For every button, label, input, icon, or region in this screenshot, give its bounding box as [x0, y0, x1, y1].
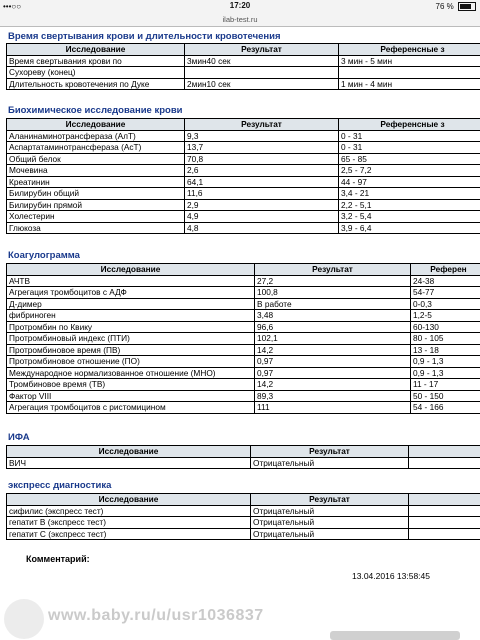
test-result: 3мин40 сек — [185, 55, 339, 67]
table-row — [7, 356, 480, 368]
test-result: 4,9 — [185, 211, 339, 223]
section-title-biochemistry: Биохимическое исследование крови — [8, 105, 183, 116]
table-row — [7, 505, 480, 517]
address-bar[interactable]: ilab-test.ru — [0, 14, 480, 27]
table-row — [7, 333, 480, 345]
table-row — [7, 517, 480, 529]
test-name: гепатит C (экспресс тест) — [7, 528, 251, 540]
test-name: Билирубин прямой — [7, 199, 185, 211]
section-title-express: экспресс диагностика — [8, 480, 112, 491]
test-name: Длительность кровотечения по Дуке — [7, 78, 185, 90]
reference-range: 1 мин - 4 мин — [339, 78, 480, 90]
test-name: Фактор VIII — [7, 390, 255, 402]
test-name: Протромбиновое время (ПВ) — [7, 344, 255, 356]
table-row — [7, 379, 480, 391]
test-name: Д-димер — [7, 298, 255, 310]
table-row — [7, 222, 480, 234]
test-name: Международное нормализованное отношение (МНО) — [7, 367, 255, 379]
test-name: Тромбиновое время (ТВ) — [7, 379, 255, 391]
test-name: Протромбиновое отношение (ПО) — [7, 356, 255, 368]
test-name: Протромбиновый индекс (ПТИ) — [7, 333, 255, 345]
test-name: Общий белок — [7, 153, 185, 165]
reference-range: 0 - 31 — [339, 142, 480, 154]
table-row — [7, 344, 480, 356]
reference-range: 0-0,3 — [411, 298, 480, 310]
table-row — [7, 55, 480, 67]
reference-range: 0,9 - 1,3 — [411, 356, 480, 368]
reference-range: 3 мин - 5 мин — [339, 55, 480, 67]
test-name: сифилис (экспресс тест) — [7, 505, 251, 517]
table-row — [7, 130, 480, 142]
reference-range: 65 - 85 — [339, 153, 480, 165]
report-page — [0, 27, 480, 640]
test-name: Протромбин по Квику — [7, 321, 255, 333]
table-row — [7, 153, 480, 165]
reference-range — [409, 505, 480, 517]
test-name: АЧТВ — [7, 275, 255, 287]
test-result: 3,48 — [255, 310, 411, 322]
test-name: Время свертывания крови по — [7, 55, 185, 67]
test-result: В работе — [255, 298, 411, 310]
test-result: 13,7 — [185, 142, 339, 154]
report-datetime: 13.04.2016 13:58:45 — [352, 571, 430, 581]
column-header: Исследование — [7, 264, 255, 276]
battery-percent: 76 % — [435, 2, 454, 11]
table-row — [7, 321, 480, 333]
table-row — [7, 211, 480, 223]
reference-range: 2,5 - 7,2 — [339, 165, 480, 177]
table-coagulation-time — [6, 43, 480, 90]
reference-range: 80 - 105 — [411, 333, 480, 345]
battery-icon — [458, 2, 476, 11]
test-name: ВИЧ — [7, 457, 251, 469]
table-row — [7, 402, 480, 414]
test-result: 11,6 — [185, 188, 339, 200]
section-title-ifa: ИФА — [8, 432, 30, 443]
reference-range: 50 - 150 — [411, 390, 480, 402]
test-result: 9,3 — [185, 130, 339, 142]
table-row — [7, 287, 480, 299]
table-row — [7, 199, 480, 211]
test-name: гепатит B (экспресс тест) — [7, 517, 251, 529]
test-name: Холестерин — [7, 211, 185, 223]
test-result: 89,3 — [255, 390, 411, 402]
test-result: 70,8 — [185, 153, 339, 165]
table-coagulogram — [6, 263, 480, 414]
reference-range — [409, 457, 480, 469]
reference-range: 11 - 17 — [411, 379, 480, 391]
test-name: Сухореву (конец) — [7, 67, 185, 79]
reference-range: 60-130 — [411, 321, 480, 333]
column-header: Результат — [255, 264, 411, 276]
column-header: Исследование — [7, 44, 185, 56]
comment-label: Комментарий: — [26, 554, 90, 564]
test-name: Креатинин — [7, 176, 185, 188]
test-result: 102,1 — [255, 333, 411, 345]
column-header: Исследование — [7, 494, 251, 506]
reference-range: 54-77 — [411, 287, 480, 299]
table-row — [7, 310, 480, 322]
section-title-coagulogram: Коагулограмма — [8, 250, 80, 261]
test-result: 2мин10 сек — [185, 78, 339, 90]
reference-range: 24-38 — [411, 275, 480, 287]
column-header: Результат — [185, 119, 339, 131]
table-ifa — [6, 445, 480, 469]
reference-range: 0 - 31 — [339, 130, 480, 142]
column-header: Исследование — [7, 119, 185, 131]
toolbar-strip — [330, 631, 460, 640]
table-row — [7, 367, 480, 379]
battery-fill — [460, 4, 471, 9]
test-result: Отрицательный — [251, 457, 409, 469]
test-result: 111 — [255, 402, 411, 414]
test-result: Отрицательный — [251, 505, 409, 517]
table-row — [7, 188, 480, 200]
reference-range: 44 - 97 — [339, 176, 480, 188]
test-result: 0,97 — [255, 356, 411, 368]
reference-range: 3,4 - 21 — [339, 188, 480, 200]
watermark-text: www.baby.ru/u/usr1036837 — [48, 607, 264, 624]
test-name: Билирубин общий — [7, 188, 185, 200]
test-name: Аспартатаминотрансфераза (АсТ) — [7, 142, 185, 154]
reference-range — [339, 67, 480, 79]
table-row — [7, 298, 480, 310]
section-title-coagulation-time: Время свертывания крови и длительности кровотечения — [8, 31, 281, 42]
test-name: Агрегация тромбоцитов с ристомицином — [7, 402, 255, 414]
table-row — [7, 67, 480, 79]
column-header: Исследование — [7, 446, 251, 458]
table-row — [7, 78, 480, 90]
reference-range: 54 - 166 — [411, 402, 480, 414]
reference-range: 3,2 - 5,4 — [339, 211, 480, 223]
signal-indicator: •••○○ — [3, 2, 22, 11]
test-result: 2,6 — [185, 165, 339, 177]
table-row — [7, 275, 480, 287]
test-result: 100,8 — [255, 287, 411, 299]
column-header: Референсные з — [339, 119, 480, 131]
table-row — [7, 390, 480, 402]
column-header: Результат — [251, 446, 409, 458]
reference-range: 1,2-5 — [411, 310, 480, 322]
table-row — [7, 457, 480, 469]
test-result: Отрицательный — [251, 517, 409, 529]
clock: 17:20 — [229, 1, 251, 10]
test-name: фибриноген — [7, 310, 255, 322]
column-header: Референсные з — [339, 44, 480, 56]
test-result — [185, 67, 339, 79]
table-express — [6, 493, 480, 540]
column-header: Результат — [185, 44, 339, 56]
test-result: 4,8 — [185, 222, 339, 234]
test-name: Агрегация тромбоцитов с АДФ — [7, 287, 255, 299]
table-row — [7, 165, 480, 177]
baby-logo-icon — [4, 599, 44, 639]
column-header: Референ — [411, 264, 480, 276]
table-row — [7, 142, 480, 154]
test-result: 27,2 — [255, 275, 411, 287]
reference-range — [409, 517, 480, 529]
test-result: 2,9 — [185, 199, 339, 211]
table-biochemistry — [6, 118, 480, 234]
test-result: 96,6 — [255, 321, 411, 333]
reference-range — [409, 528, 480, 540]
test-result: Отрицательный — [251, 528, 409, 540]
status-bar — [0, 0, 480, 14]
reference-range: 0,9 - 1,3 — [411, 367, 480, 379]
table-row — [7, 176, 480, 188]
column-header — [409, 446, 480, 458]
test-name: Глюкоза — [7, 222, 185, 234]
test-name: Аланинаминотрансфераза (АлТ) — [7, 130, 185, 142]
test-result: 14,2 — [255, 344, 411, 356]
test-name: Мочевина — [7, 165, 185, 177]
battery-indicator — [436, 2, 476, 11]
table-row — [7, 528, 480, 540]
reference-range: 3,9 - 6,4 — [339, 222, 480, 234]
test-result: 14,2 — [255, 379, 411, 391]
reference-range: 2,2 - 5,1 — [339, 199, 480, 211]
test-result: 64,1 — [185, 176, 339, 188]
column-header — [409, 494, 480, 506]
test-result: 0,97 — [255, 367, 411, 379]
reference-range: 13 - 18 — [411, 344, 480, 356]
column-header: Результат — [251, 494, 409, 506]
